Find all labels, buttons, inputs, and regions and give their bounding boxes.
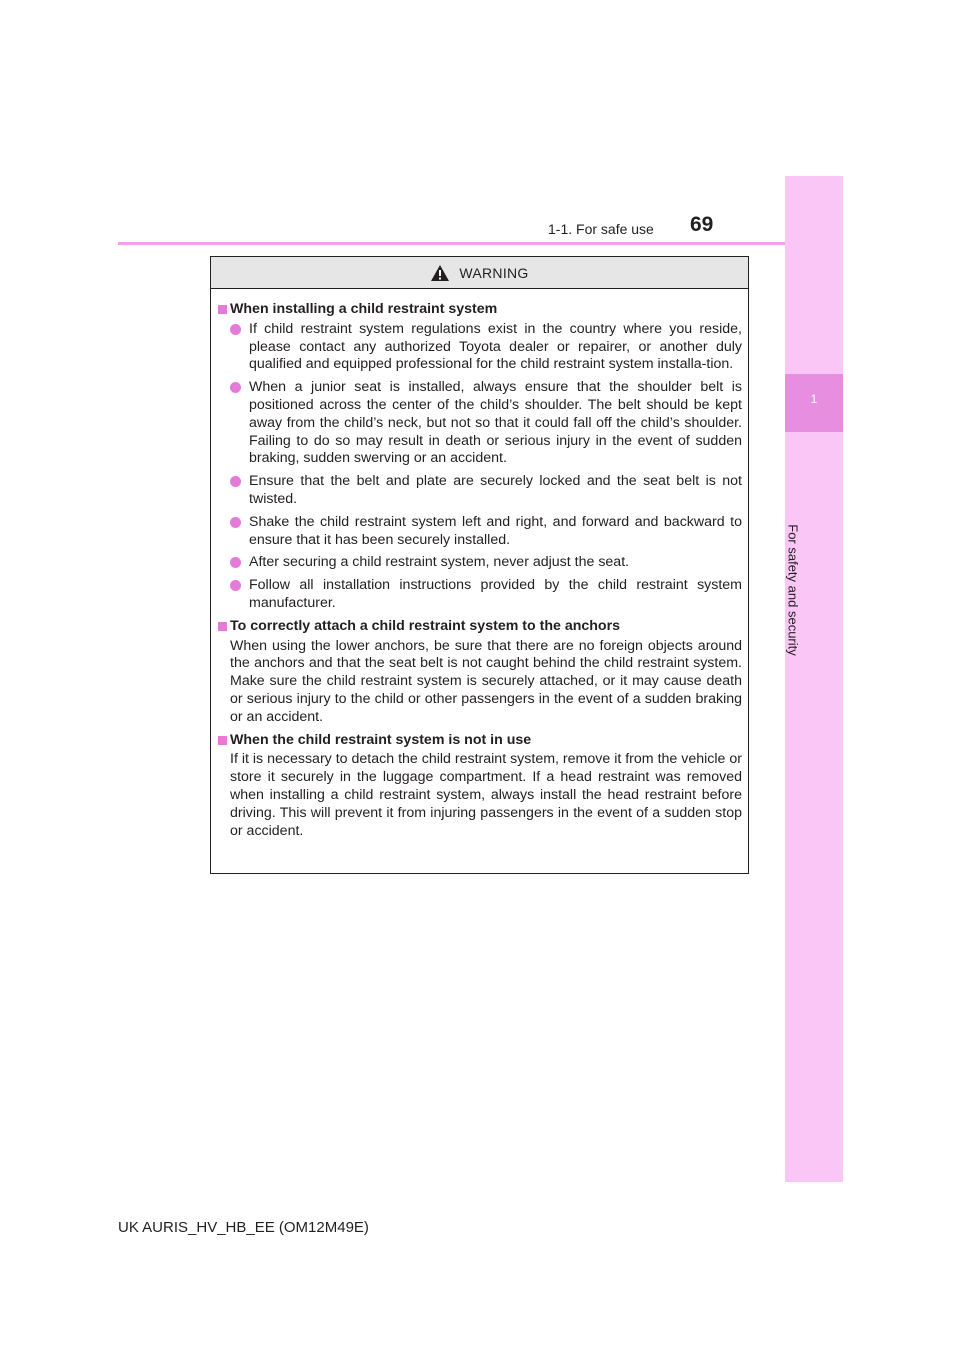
warning-triangle-icon bbox=[430, 264, 450, 282]
section-heading-text: To correctly attach a child restraint system to the anchors bbox=[230, 617, 621, 634]
square-bullet-icon bbox=[218, 622, 227, 631]
warning-body bbox=[211, 289, 748, 840]
document-id: UK AURIS_HV_HB_EE (OM12M49E) bbox=[118, 1219, 369, 1236]
circle-bullet-icon bbox=[230, 517, 241, 528]
bullet-text: When a junior seat is installed, always ensure that the shoulder belt is positioned across the center of the child’s shoulder. The belt should be kept away from the child’s neck, but not so that it could fall off the child’s shoulder. Failing to do so may result in death or serious injury in the event of sudden braking, sudden swerving or an accident. bbox=[249, 379, 742, 467]
section-heading bbox=[217, 301, 742, 319]
header-rule bbox=[118, 242, 785, 245]
section-heading bbox=[217, 732, 742, 750]
bullet-item bbox=[217, 577, 742, 613]
warning-header bbox=[211, 257, 748, 289]
chapter-title: For safety and security bbox=[785, 524, 801, 656]
square-bullet-icon bbox=[218, 305, 227, 314]
bullet-text: After securing a child restraint system, never adjust the seat. bbox=[249, 554, 630, 571]
section-label: 1-1. For safe use bbox=[548, 221, 654, 237]
square-bullet-icon bbox=[218, 736, 227, 745]
bullet-item bbox=[217, 473, 742, 509]
bullet-item bbox=[217, 321, 742, 374]
section-heading bbox=[217, 618, 742, 636]
circle-bullet-icon bbox=[230, 382, 241, 393]
bullet-text: Follow all installation instructions provided by the child restraint system manufacturer. bbox=[249, 577, 742, 611]
bullet-text: If child restraint system regulations exist in the country where you reside, please contact any authorized Toyota dealer or repairer, or another duly qualified and equipped professional for the child restraint system installa-tion. bbox=[249, 320, 742, 373]
chapter-side-tab bbox=[785, 176, 843, 1182]
bullet-text: Shake the child restraint system left and right, and forward and backward to ensure that it has been securely installed. bbox=[249, 513, 742, 548]
section-paragraph: If it is necessary to detach the child restraint system, remove it from the vehicle or store it securely in the luggage compartment. If a head restraint was removed when installing a child restraint system, always install the head restraint before driving. This will prevent it from injuring passengers in the event of a sudden stop or accident. bbox=[230, 751, 742, 839]
circle-bullet-icon bbox=[230, 476, 241, 487]
warning-box bbox=[210, 256, 749, 874]
bullet-text: Ensure that the belt and plate are securely locked and the seat belt is not twisted. bbox=[249, 473, 742, 507]
page-number: 69 bbox=[690, 213, 714, 236]
circle-bullet-icon bbox=[230, 557, 241, 568]
bullet-item bbox=[217, 514, 742, 550]
circle-bullet-icon bbox=[230, 324, 241, 335]
section-paragraph: When using the lower anchors, be sure that there are no foreign objects around the anchors and that the seat belt is not caught behind the child restraint system. Make sure the child restraint system is securely attached, or it may cause death or serious injury to the child or other passengers in the event of a sudden braking or an accident. bbox=[230, 637, 742, 725]
chapter-number: 1 bbox=[810, 392, 818, 406]
bullet-item bbox=[217, 554, 742, 572]
section-heading-text: When the child restraint system is not in use bbox=[230, 731, 532, 748]
circle-bullet-icon bbox=[230, 580, 241, 591]
warning-title: WARNING bbox=[459, 264, 529, 281]
section-heading-text: When installing a child restraint system bbox=[230, 301, 498, 317]
bullet-item bbox=[217, 379, 742, 468]
